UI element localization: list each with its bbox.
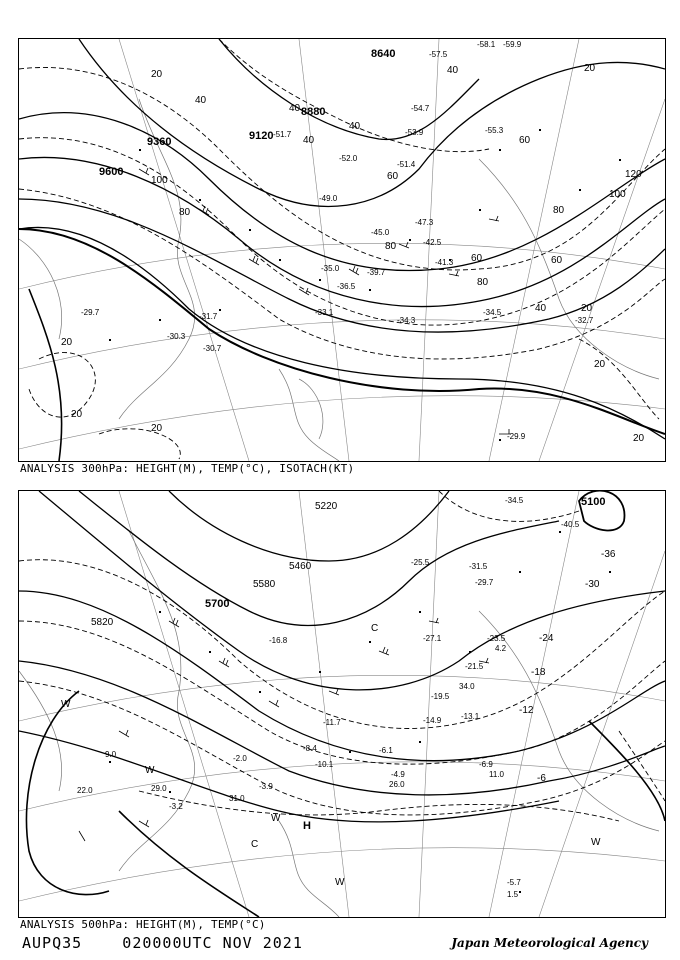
temp-label: -29.9 [507,432,526,441]
center-symbol-warm: W [61,699,71,710]
isotach-label-20b: 20 [584,63,596,74]
isotach-label-40a: 40 [289,103,301,114]
temp-label: -31.7 [199,312,218,321]
height-label-8640: 8640 [371,48,396,60]
height-label-5220: 5220 [315,501,338,512]
temp-label: -10.1 [315,760,334,769]
temp-label: -27.1 [423,634,442,643]
isotherm-label-minus24: -24 [539,633,554,644]
temp-label: -54.7 [411,104,430,113]
isotach-lines [19,39,665,459]
temp-label: -14.9 [423,716,442,725]
temp-label: 34.0 [459,682,475,691]
wind-barbs [79,618,489,841]
height-label-9120: 9120 [249,130,274,142]
height-contour-west [29,289,62,461]
temp-label: -51.7 [273,130,292,139]
isotach-label-40c: 40 [535,303,547,314]
temp-label: -36.5 [337,282,356,291]
temp-label: -6.1 [379,746,393,755]
height-label-5700: 5700 [205,598,230,610]
temp-label: -16.8 [269,636,288,645]
temp-label: -35.0 [321,264,340,273]
isotherm-label-minus30: -30 [585,579,600,590]
center-symbol-high: H [303,820,311,832]
isotach-label-60b: 60 [387,171,399,182]
temp-label: 1.5 [507,890,519,899]
temp-label: 22.0 [77,786,93,795]
temp-label: -42.5 [423,238,442,247]
isotach-label-40e: 40 [303,135,315,146]
isotach-label-40b: 40 [447,65,459,76]
height-label-5100: 5100 [581,496,606,508]
temp-label: -23.5 [487,634,506,643]
height-label-5460: 5460 [289,561,312,572]
temp-label: -55.3 [485,126,504,135]
isotach-label-20g: 20 [151,423,163,434]
temp-label: -47.3 [415,218,434,227]
temp-label: -30.7 [203,344,222,353]
caption-300hpa: ANALYSIS 300hPa: HEIGHT(M), TEMP(°C), ISOTACH(KT) [20,462,355,475]
temp-label: -41.3 [435,258,454,267]
temp-label: -45.0 [371,228,390,237]
temp-label: -32.7 [575,316,594,325]
temp-label: -53.9 [405,128,424,137]
center-symbol-cold: C [251,839,259,850]
temp-label: -3.2 [169,802,183,811]
center-symbol-warm: W [335,877,345,888]
temp-label: 9.0 [105,750,117,759]
isotherm-label-minus12: -12 [519,705,534,716]
temp-label: -8.4 [303,744,317,753]
center-symbol-warm: W [271,813,281,824]
temp-label: -13.1 [461,712,480,721]
temp-label: -5.7 [507,878,521,887]
temp-label: -57.5 [429,50,448,59]
temp-label: -33.1 [315,308,334,317]
isotach-label-120: 120 [625,169,642,180]
temp-label: -29.7 [81,308,100,317]
caption-500hpa: ANALYSIS 500hPa: HEIGHT(M), TEMP(°C) [20,918,266,931]
center-symbol-warm: W [591,837,601,848]
isotach-label-20d: 20 [594,359,606,370]
temp-label: -29.7 [475,578,494,587]
temp-label: -6.9 [479,760,493,769]
isotherm-label-minus36: -36 [601,549,616,560]
height-contour-east [589,721,665,821]
chart-code-datetime: AUPQ35 020000UTC NOV 2021 [22,934,303,952]
graticule [19,39,665,461]
isotach-label-60c: 60 [471,253,483,264]
isotherm-label-minus6: -6 [537,773,546,784]
isotherm-lines [19,491,665,821]
height-label-9600: 9600 [99,166,124,178]
temp-label: 29.0 [151,784,167,793]
isotach-label-40d: 40 [195,95,207,106]
height-contour-south [119,811,259,917]
isotach-label-100b: 100 [609,189,626,200]
agency-name: Japan Meteorological Agency [451,936,648,950]
isotach-label-20f: 20 [71,409,83,420]
isotach-label-80b: 80 [553,205,565,216]
isotach-label-20h: 20 [633,433,645,444]
isotach-label-80d: 80 [477,277,489,288]
isotach-label-40f: 40 [349,121,361,132]
chart-500hpa [19,491,665,917]
temp-label: -39.7 [367,268,386,277]
isotherm-label-minus18: -18 [531,667,546,678]
height-contour-west [26,691,109,895]
chart-300hpa [19,39,665,461]
temp-label: -49.0 [319,194,338,203]
temp-label: 4.2 [495,644,507,653]
station-marks [109,531,611,893]
temp-label: 31.0 [229,794,245,803]
isotach-label-60a: 60 [519,135,531,146]
height-label-8880: 8880 [301,106,326,118]
isotach-label-80c: 80 [385,241,397,252]
height-label-9360: 9360 [147,136,172,148]
temp-label: -40.5 [561,520,580,529]
temp-label: 26.0 [389,780,405,789]
center-symbol-cold: C [371,623,379,634]
isotach-label-20a: 20 [151,69,163,80]
center-symbol-warm: W [145,765,155,776]
isotach-label-80a: 80 [179,207,191,218]
isotach-label-20c: 20 [581,303,593,314]
temp-label: -19.5 [431,692,450,701]
map-panel-500hpa [18,490,666,918]
map-panel-300hpa [18,38,666,462]
isotach-label-20e: 20 [61,337,73,348]
temp-label: -51.4 [397,160,416,169]
temp-label: -30.3 [167,332,186,341]
temp-label: -59.9 [503,40,522,49]
temp-label: -52.0 [339,154,358,163]
isotach-label-100a: 100 [151,175,168,186]
temp-label: -34.3 [397,316,416,325]
height-contours [19,39,665,439]
temp-label: -11.7 [323,718,341,727]
height-contours [19,491,665,822]
temp-label: -4.9 [391,770,405,779]
temp-label: -34.5 [483,308,502,317]
temp-label: 11.0 [489,770,504,779]
height-label-5820: 5820 [91,617,114,628]
temp-label: -34.5 [505,496,524,505]
height-label-5580: 5580 [253,579,276,590]
temp-label: -21.5 [465,662,484,671]
temp-label: -31.5 [469,562,488,571]
temp-label: -3.9 [259,782,273,791]
temp-label: -25.5 [411,558,430,567]
temp-label: -2.0 [233,754,247,763]
temp-label: -58.1 [477,40,496,49]
isotach-label-60d: 60 [551,255,563,266]
